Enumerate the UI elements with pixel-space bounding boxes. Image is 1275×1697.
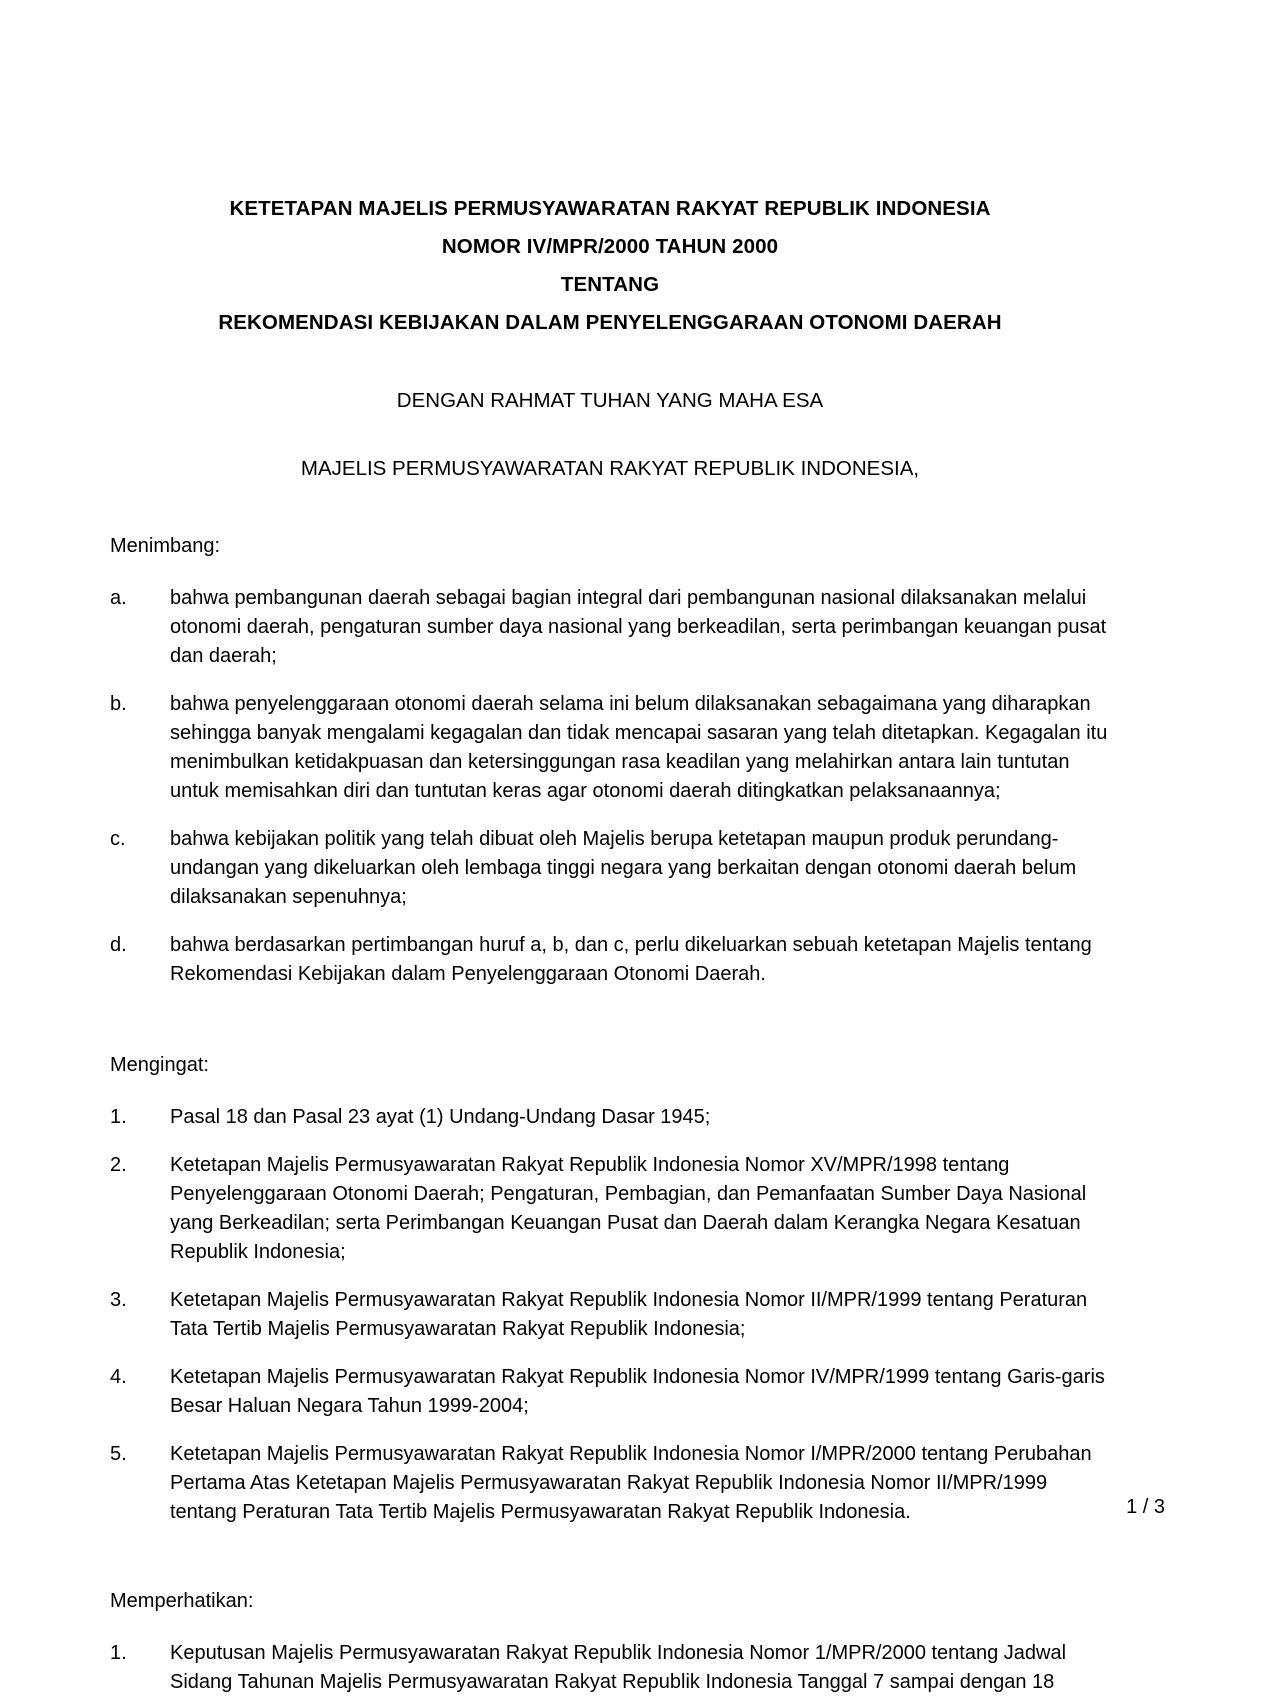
item-marker: c. xyxy=(110,828,126,850)
item-marker: 3. xyxy=(110,1289,127,1311)
item-marker: 4. xyxy=(110,1366,127,1388)
item-marker: 1. xyxy=(110,1642,127,1664)
invocation-line: DENGAN RAHMAT TUHAN YANG MAHA ESA xyxy=(396,389,824,412)
document-content xyxy=(110,190,1110,1697)
item-text: bahwa berdasarkan pertimbangan huruf a, b, dan c, perlu dikeluarkan sebuah ketetapan Majelis tentang Rekomendasi Kebijakan dalam Penyelenggaraan Otonomi Daerah. xyxy=(170,934,1092,985)
menimbang-item xyxy=(110,690,1110,806)
mengingat-item xyxy=(110,1363,1110,1421)
menimbang-label: Menimbang: xyxy=(110,535,221,557)
item-text: bahwa kebijakan politik yang telah dibuat oleh Majelis berupa ketetapan maupun produk perundang-undangan yang dikeluarkan oleh lembaga tinggi negara yang berkaitan dengan otonomi daerah belum dilaksanakan sepenuhnya; xyxy=(170,828,1077,908)
document-preamble-block xyxy=(110,384,1110,486)
item-text: bahwa pembangunan daerah sebagai bagian integral dari pembangunan nasional dilaksanakan melalui otonomi daerah, pengaturan sumber daya nasional yang berkeadilan, serta perimbangan keuangan pusat dan daerah; xyxy=(170,587,1107,667)
page-number-indicator: 1 / 3 xyxy=(1126,1496,1165,1518)
title-line-1: KETETAPAN MAJELIS PERMUSYAWARATAN RAKYAT REPUBLIK INDONESIA xyxy=(229,197,991,220)
item-text: Keputusan Majelis Permusyawaratan Rakyat Republik Indonesia Nomor 1/MPR/2000 tentang Jadwal Sidang Tahunan Majelis Permusyawaratan Rakyat Republik Indonesia Tanggal 7 sampai dengan 18 xyxy=(170,1642,1067,1693)
mengingat-item xyxy=(110,1286,1110,1344)
title-line-2: NOMOR IV/MPR/2000 TAHUN 2000 xyxy=(441,235,779,258)
section-mengingat xyxy=(110,1051,1110,1527)
assembly-line: MAJELIS PERMUSYAWARATAN RAKYAT REPUBLIK INDONESIA, xyxy=(300,457,920,480)
item-marker: 5. xyxy=(110,1443,127,1465)
mengingat-label: Mengingat: xyxy=(110,1054,209,1076)
title-line-3: TENTANG xyxy=(560,273,660,296)
item-text: Ketetapan Majelis Permusyawaratan Rakyat Republik Indonesia Nomor II/MPR/1999 tentang Peraturan Tata Tertib Majelis Permusyawaratan Rakyat Republik Indonesia; xyxy=(170,1289,1088,1340)
item-text: bahwa penyelenggaraan otonomi daerah selama ini belum dilaksanakan sebagaimana yang diharapkan sehingga banyak mengalami kegagalan dan tidak mencapai sasaran yang telah ditetapkan. Kegagalan itu menimbulkan ketidakpuasan dan ketersinggungan rasa keadilan yang melahirkan antara lain tuntutan untuk memisahkan diri dan tuntutan keras agar otonomi daerah ditingkatkan pelaksanaannya; xyxy=(170,693,1108,802)
menimbang-item xyxy=(110,584,1110,671)
memperhatikan-item xyxy=(110,1639,1110,1697)
item-marker: a. xyxy=(110,587,127,609)
memperhatikan-label: Memperhatikan: xyxy=(110,1590,254,1612)
mengingat-item xyxy=(110,1151,1110,1267)
item-marker: 2. xyxy=(110,1154,127,1176)
preamble-spacer xyxy=(110,418,1110,452)
menimbang-item xyxy=(110,825,1110,912)
document-title-block xyxy=(110,190,1110,342)
item-marker: d. xyxy=(110,934,127,956)
item-text: Ketetapan Majelis Permusyawaratan Rakyat Republik Indonesia Nomor XV/MPR/1998 tentang Penyelenggaraan Otonomi Daerah; Pengaturan, Pembagian, dan Pemanfaatan Sumber Daya Nasional yang Berkeadilan; serta Perimbangan Keuangan Pusat dan Daerah dalam Kerangka Negara Kesatuan Republik Indonesia; xyxy=(170,1154,1087,1263)
mengingat-item xyxy=(110,1440,1110,1527)
item-marker: b. xyxy=(110,693,127,715)
item-text: Ketetapan Majelis Permusyawaratan Rakyat Republik Indonesia Nomor I/MPR/2000 tentang Perubahan Pertama Atas Ketetapan Majelis Permusyawaratan Rakyat Republik Indonesia Nomor II/MPR/1999 tentang Peraturan Tata Tertib Majelis Permusyawaratan Rakyat Republik Indonesia. xyxy=(170,1443,1092,1523)
title-line-4: REKOMENDASI KEBIJAKAN DALAM PENYELENGGARAAN OTONOMI DAERAH xyxy=(218,311,1002,334)
menimbang-item xyxy=(110,931,1110,989)
mengingat-item xyxy=(110,1103,1110,1132)
section-menimbang xyxy=(110,532,1110,989)
item-text: Pasal 18 dan Pasal 23 ayat (1) Undang-Undang Dasar 1945; xyxy=(170,1106,711,1128)
item-marker: 1. xyxy=(110,1106,127,1128)
item-text: Ketetapan Majelis Permusyawaratan Rakyat Republik Indonesia Nomor IV/MPR/1999 tentang Garis-garis Besar Haluan Negara Tahun 1999-2004; xyxy=(170,1366,1105,1417)
section-memperhatikan xyxy=(110,1587,1110,1697)
